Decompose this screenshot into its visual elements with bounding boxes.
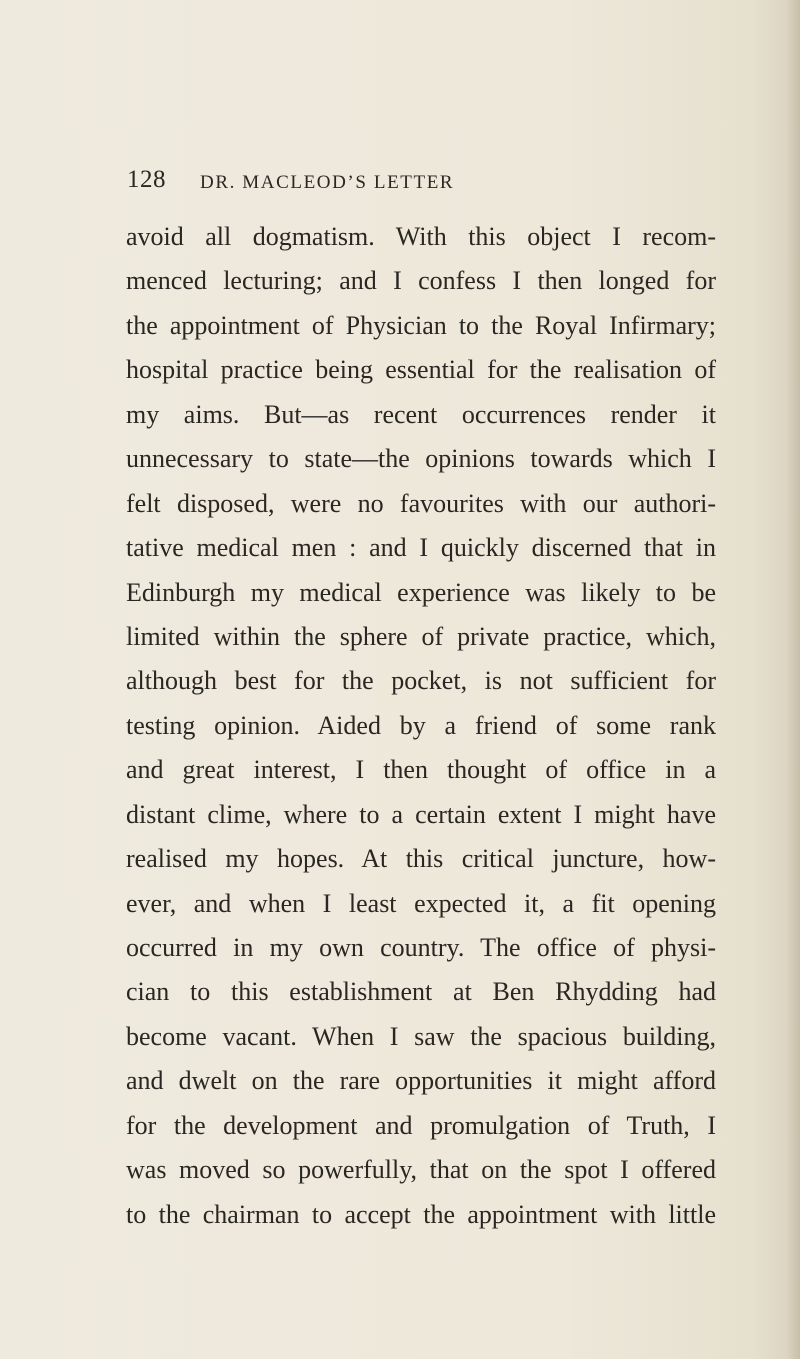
text-line: occurred in my own country. The office of physi- [126,933,716,962]
text-line: although best for the pocket, is not sufficient for [126,666,716,696]
text-line: and great interest, I then thought of office in a [126,755,716,785]
text-line: become vacant. When I saw the spacious building, [126,1021,716,1051]
text-line: hospital practice being essential for the realisation of [126,355,716,385]
text-line: menced lecturing; and I confess I then longed for [126,266,716,296]
page-header [127,166,687,206]
text-line: and dwelt on the rare opportunities it might afford [126,1066,716,1096]
text-line: limited within the sphere of private practice, which, [126,621,716,651]
text-line: to the chairman to accept the appointment with little [126,1199,716,1229]
running-head: DR. MACLEOD’S LETTER [200,172,455,193]
text-line: avoid all dogmatism. With this object I recom- [126,222,716,251]
text-line: felt disposed, were no favourites with our authori- [126,488,716,518]
text-line: distant clime, where to a certain extent I might have [126,799,716,829]
text-line: the appointment of Physician to the Royal Infirmary; [126,310,716,340]
text-line: realised my hopes. At this critical juncture, how- [126,844,716,874]
text-line: my aims. But—as recent occurrences render it [126,399,716,429]
text-line: cian to this establishment at Ben Rhydding had [126,977,716,1007]
page-edge-shadow [786,0,800,1359]
text-line: tative medical men : and I quickly discerned that in [126,533,716,563]
page-number: 128 [127,166,166,193]
text-line: ever, and when I least expected it, a fit opening [126,888,716,918]
text-line: Edinburgh my medical experience was likely to be [126,577,716,607]
text-line: for the development and promulgation of Truth, I [126,1110,716,1140]
text-line: testing opinion. Aided by a friend of some rank [126,710,716,740]
text-line: unnecessary to state—the opinions towards which I [126,444,716,474]
text-line: was moved so powerfully, that on the spot I offered [126,1155,716,1185]
body-text [126,215,716,1237]
